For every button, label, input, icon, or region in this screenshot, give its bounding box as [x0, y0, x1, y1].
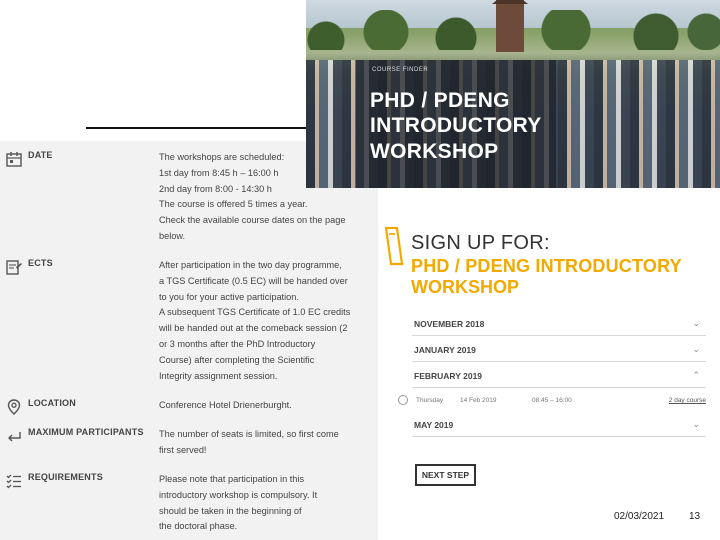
- checklist-icon: [5, 472, 23, 490]
- session-radio-button[interactable]: [398, 395, 408, 405]
- text-line: should be taken in the beginning of: [159, 505, 302, 516]
- course-info-panel: [0, 141, 378, 540]
- session-time: 08:45 – 16:00: [532, 397, 572, 404]
- session-date: 14 Feb 2019: [460, 397, 497, 404]
- slide-page-number: 13: [689, 511, 701, 522]
- info-value-maximum-participants: [159, 427, 374, 459]
- banner-title-line: INTRODUCTORY: [370, 114, 542, 137]
- text-line: or 3 months after the PhD Introductory: [159, 338, 316, 349]
- session-course-link[interactable]: 2 day course: [668, 397, 706, 404]
- text-line: Integrity assignment session.: [159, 370, 278, 381]
- slide-date: 02/03/2021: [614, 511, 665, 522]
- month-option-may-2019[interactable]: [412, 415, 706, 437]
- text-line: a TGS Certificate (0.5 EC) will be handed over: [159, 275, 348, 286]
- info-label-location: LOCATION: [28, 398, 76, 408]
- text-line: 1st day from 8:45 h – 16:00 h: [159, 167, 279, 178]
- arrow-left-icon: [5, 427, 23, 445]
- month-label: FEBRUARY 2019: [414, 371, 483, 381]
- info-label-maximum-participants: MAXIMUM PARTICIPANTS: [28, 427, 144, 437]
- info-row-location: [0, 393, 378, 419]
- text-line: introductory workshop is compulsory. It: [159, 489, 318, 500]
- info-value-location: [159, 398, 374, 414]
- text-line: first served!: [159, 444, 207, 455]
- info-row-requirements: [0, 467, 378, 537]
- month-label: MAY 2019: [414, 420, 454, 430]
- info-row-maximum-participants: [0, 422, 378, 462]
- text-line: the doctoral phase.: [159, 521, 238, 532]
- text-line: The workshops are scheduled:: [159, 152, 285, 162]
- text-line: Course) after completing the Scientific: [159, 354, 315, 365]
- info-value-ects: [159, 258, 374, 384]
- text-line: The number of seats is limited, so first come: [159, 429, 339, 439]
- info-value-requirements: [159, 472, 374, 535]
- info-row-ects: [0, 253, 378, 393]
- course-banner-photo: [306, 0, 720, 188]
- month-label: JANUARY 2019: [414, 345, 476, 355]
- text-line: Conference Hotel Drienerburght.: [159, 400, 292, 410]
- next-step-button[interactable]: NEXT STEP: [415, 464, 476, 486]
- banner-tower: [496, 0, 524, 52]
- signup-course-title-line2: WORKSHOP: [411, 277, 519, 297]
- month-option-january-2019[interactable]: [412, 340, 706, 362]
- chevron-down-icon: ⌄: [692, 344, 700, 354]
- banner-title-line: WORKSHOP: [370, 140, 499, 163]
- text-line: to you for your active participation.: [159, 291, 299, 302]
- banner-title-line: PHD / PDENG: [370, 89, 510, 112]
- chevron-down-icon: ⌄: [692, 419, 700, 429]
- text-line: 2nd day from 8:00 - 14:30 h: [159, 183, 272, 194]
- text-line: A subsequent TGS Certificate of 1.0 EC credits: [159, 307, 351, 318]
- session-option[interactable]: [392, 394, 706, 408]
- text-line: will be handed out at the comeback session (2: [159, 323, 348, 334]
- signup-course-title: PHD / PDENG INTRODUCTORY: [411, 256, 682, 276]
- course-logo-icon: [383, 226, 405, 266]
- text-line: below.: [159, 230, 186, 241]
- banner-kicker: COURSE FINDER: [372, 67, 429, 73]
- info-label-date: DATE: [28, 150, 53, 160]
- text-line: Check the available course dates on the page: [159, 215, 346, 226]
- text-line: After participation in the two day programme,: [159, 260, 342, 270]
- chevron-up-icon: ⌃: [692, 370, 700, 380]
- text-line: The course is offered 5 times a year.: [159, 199, 308, 210]
- certificate-icon: [5, 258, 23, 276]
- month-option-november-2018[interactable]: [412, 314, 706, 336]
- session-day: Thursday: [416, 397, 444, 404]
- chevron-down-icon: ⌄: [692, 318, 700, 328]
- signup-panel: [378, 188, 720, 540]
- info-label-ects: ECTS: [28, 258, 53, 268]
- signup-heading: SIGN UP FOR:: [411, 232, 550, 254]
- info-label-requirements: REQUIREMENTS: [28, 472, 103, 482]
- calendar-icon: [5, 150, 23, 168]
- month-label: NOVEMBER 2018: [414, 319, 485, 329]
- text-line: Please note that participation in this: [159, 474, 305, 484]
- location-pin-icon: [5, 398, 23, 416]
- divider-line: [86, 127, 326, 129]
- month-option-february-2019[interactable]: [412, 366, 706, 388]
